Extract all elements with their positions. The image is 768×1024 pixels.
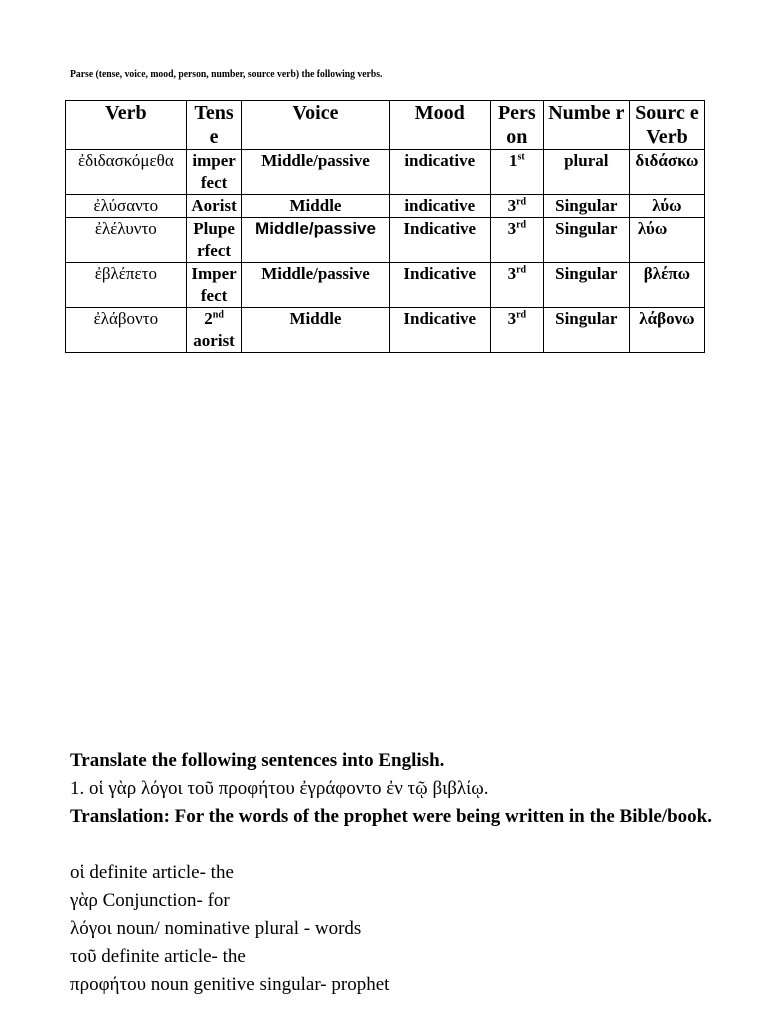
cell-number: Singular xyxy=(543,195,629,218)
cell-person: 3rd xyxy=(490,308,543,353)
cell-tense: Imper fect xyxy=(186,263,242,308)
gloss-line: γὰρ Conjunction- for xyxy=(70,890,230,911)
parse-table xyxy=(65,100,705,353)
cell-person: 1st xyxy=(490,150,543,195)
cell-source: λάβονω xyxy=(629,308,704,353)
table-row xyxy=(66,263,705,308)
header-verb: Verb xyxy=(66,101,187,150)
cell-person: 3rd xyxy=(490,218,543,263)
cell-mood: Indicative xyxy=(389,308,490,353)
cell-person: 3rd xyxy=(490,195,543,218)
cell-voice: Middle/passive xyxy=(242,263,389,308)
cell-verb: ἐδιδασκόμεθα xyxy=(66,150,187,195)
cell-tense: Plupe rfect xyxy=(186,218,242,263)
cell-mood: indicative xyxy=(389,150,490,195)
cell-source: βλέπω xyxy=(629,263,704,308)
cell-number: plural xyxy=(543,150,629,195)
cell-tense: imper fect xyxy=(186,150,242,195)
header-tense: Tens e xyxy=(186,101,242,150)
instructions: Parse (tense, voice, mood, person, number, source verb) the following verbs. xyxy=(70,68,383,80)
cell-mood: Indicative xyxy=(389,218,490,263)
header-number: Numbe r xyxy=(543,101,629,150)
cell-voice: Middle/passive xyxy=(242,218,389,263)
cell-verb: ἐλέλυντο xyxy=(66,218,187,263)
gloss-line: λόγοι noun/ nominative plural - words xyxy=(70,918,362,939)
cell-voice: Middle xyxy=(242,308,389,353)
cell-number: Singular xyxy=(543,263,629,308)
cell-verb: ἐλύσαντο xyxy=(66,195,187,218)
translation-section xyxy=(70,747,740,999)
cell-source: λύω xyxy=(629,195,704,218)
cell-tense: 2nd aorist xyxy=(186,308,242,353)
cell-number: Singular xyxy=(543,308,629,353)
cell-voice: Middle xyxy=(242,195,389,218)
header-voice: Voice xyxy=(242,101,389,150)
cell-source: λύω xyxy=(629,218,704,263)
translation: Translation: For the words of the prophet were being written in the Bible/book. xyxy=(70,806,712,827)
cell-mood: Indicative xyxy=(389,263,490,308)
table-row xyxy=(66,150,705,195)
gloss-line: τοῦ definite article- the xyxy=(70,946,246,967)
cell-tense: Aorist xyxy=(186,195,242,218)
section-heading: Translate the following sentences into English. xyxy=(70,750,445,771)
cell-mood: indicative xyxy=(389,195,490,218)
table-row xyxy=(66,308,705,353)
table-header-row xyxy=(66,101,705,150)
cell-verb: ἐβλέπετο xyxy=(66,263,187,308)
header-mood: Mood xyxy=(389,101,490,150)
table-row xyxy=(66,218,705,263)
gloss-line: προφήτου noun genitive singular- prophet xyxy=(70,974,390,995)
cell-source: διδάσκω xyxy=(629,150,704,195)
header-source-verb: Sourc e Verb xyxy=(629,101,704,150)
gloss-line: οἱ definite article- the xyxy=(70,862,234,883)
cell-person: 3rd xyxy=(490,263,543,308)
cell-verb: ἐλάβοντο xyxy=(66,308,187,353)
cell-voice: Middle/passive xyxy=(242,150,389,195)
header-person: Pers on xyxy=(490,101,543,150)
table-row xyxy=(66,195,705,218)
cell-number: Singular xyxy=(543,218,629,263)
greek-sentence: 1. οἱ γὰρ λόγοι τοῦ προφήτου ἐγράφοντο ἐν τῷ βιβλίῳ. xyxy=(70,778,489,799)
